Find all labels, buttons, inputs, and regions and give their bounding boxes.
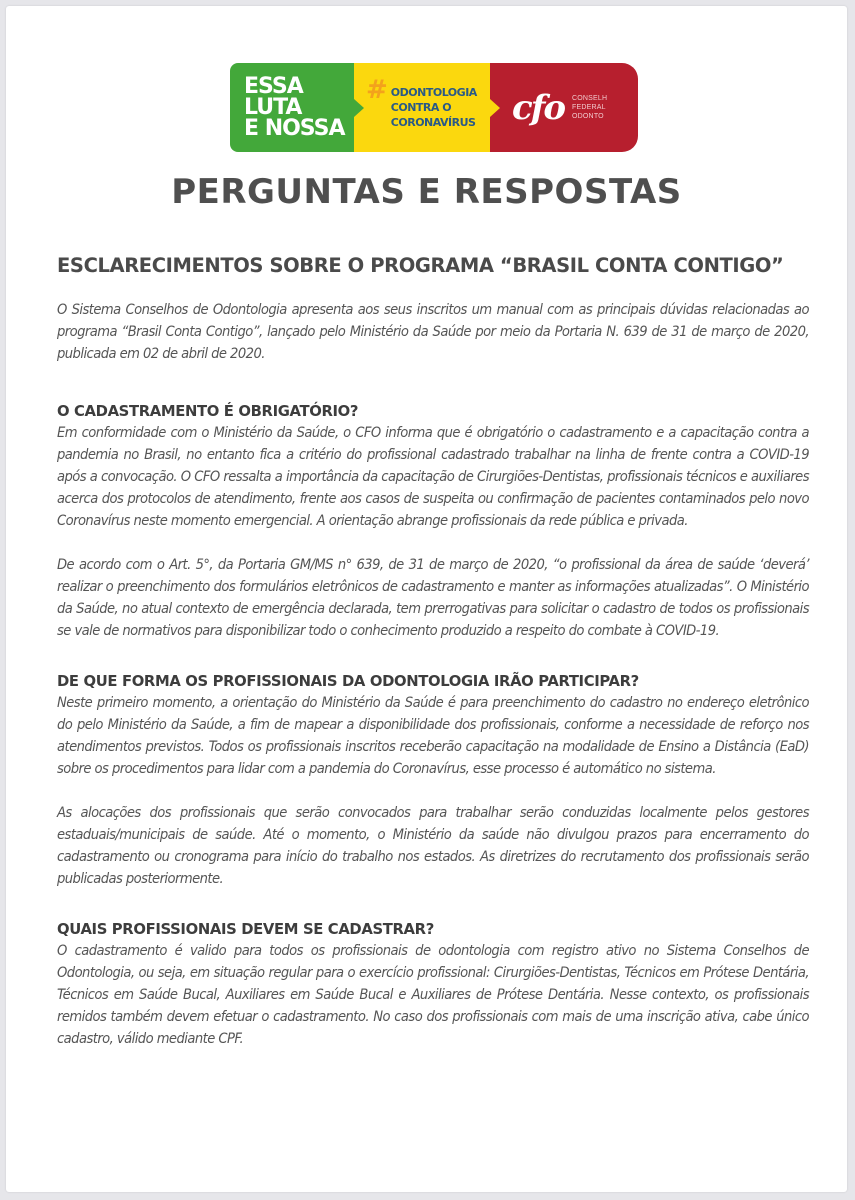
cfo-caption bbox=[572, 94, 607, 121]
page-subtitle: ESCLARECIMENTOS SOBRE O PROGRAMA “BRASIL CONTA CONTIGO” bbox=[57, 254, 784, 277]
hashtag-icon: # bbox=[366, 75, 388, 105]
faq-section-who-registers bbox=[57, 920, 809, 1050]
faq-answer-paragraph: O cadastramento é valido para todos os profissionais de odontologia com registro ativo no Sistema Conselhos de Odontologia, ou seja, em situação regular para o exercício profissional: Cirurgiões-Dentistas, Técnicos em Prótese Dentária, Técnicos em Saúde Bucal, Auxiliares em Saúde Bucal e Auxiliares de Prótese Dentária. Nesse contexto, os profissionais remidos também devem efetuar o cadastramento. No caso dos profissionais com mais de uma inscrição ativa, cabe único cadastro, válido mediante CPF. bbox=[57, 942, 809, 1047]
banner-campaign-line: CORONAVÍRUS bbox=[390, 116, 476, 129]
banner-yellow-block bbox=[354, 63, 490, 152]
paragraph-spacer bbox=[57, 780, 809, 802]
cfo-caption-line: CONSELH bbox=[572, 95, 608, 102]
faq-question: O CADASTRAMENTO É OBRIGATÓRIO? bbox=[57, 403, 359, 420]
faq-question: DE QUE FORMA OS PROFISSIONAIS DA ODONTOLOGIA IRÃO PARTICIPAR? bbox=[57, 673, 639, 690]
banner-slogan-line: LUTA bbox=[244, 95, 302, 120]
faq-question: QUAIS PROFISSIONAIS DEVEM SE CADASTRAR? bbox=[57, 921, 434, 938]
paragraph-spacer bbox=[57, 532, 809, 554]
campaign-banner bbox=[230, 63, 638, 152]
faq-answer-paragraph: As alocações dos profissionais que serão convocados para trabalhar serão conduzidas localmente pelos gestores estaduais/municipais de saúde. Até o momento, o Ministério da saúde não divulgou prazos para encerramento do cadastramento ou cronograma para início do trabalho nos estados. As diretrizes do recrutamento dos profissionais serão publicadas posteriormente. bbox=[57, 804, 809, 887]
banner-slogan-line: E NOSSA bbox=[244, 116, 345, 141]
faq-answer-paragraph: Em conformidade com o Ministério da Saúde, o CFO informa que é obrigatório o cadastramento e a capacitação contra a pandemia no Brasil, no entanto fica a critério do profissional cadastrado trabalhar na linha de frente contra a COVID-19 após a convocação. O CFO ressalta a importância da capacitação de Cirurgiões-Dentistas, profissionais técnicos e auxiliares acerca dos protocolos de atendimento, frente aos casos de suspeita ou confirmação de pacientes contaminados pelo novo Coronavírus neste momento emergencial. A orientação abrange profissionais da rede pública e privada. bbox=[57, 424, 809, 529]
faq-section-participation bbox=[57, 672, 809, 890]
cfo-caption-line: ODONTO bbox=[572, 113, 604, 120]
banner-slogan-line: ESSA bbox=[244, 74, 303, 99]
banner-campaign-line: CONTRA O bbox=[390, 101, 452, 114]
banner-campaign-text bbox=[391, 85, 477, 130]
document-body bbox=[57, 299, 809, 1050]
banner-green-block bbox=[230, 63, 354, 152]
banner-red-block bbox=[490, 63, 638, 152]
page-title: PERGUNTAS E RESPOSTAS bbox=[171, 172, 682, 212]
faq-answer-paragraph: Neste primeiro momento, a orientação do Ministério da Saúde é para preenchimento do cadastro no endereço eletrônico do pelo Ministério da Saúde, a fim de mapear a disponibilidade dos profissionais, conforme a necessidade de reforço nos atendimentos previstos. Todos os profissionais inscritos receberão capacitação na modalidade de Ensino a Distância (EaD) sobre os procedimentos para lidar com a pandemia do Coronavírus, esse processo é automático no sistema. bbox=[57, 694, 809, 777]
document-page bbox=[6, 6, 847, 1192]
cfo-logo: cfo bbox=[512, 87, 565, 128]
intro-paragraph: O Sistema Conselhos de Odontologia apresenta aos seus inscritos um manual com as principais dúvidas relacionadas ao programa “Brasil Conta Contigo”, lançado pelo Ministério da Saúde por meio da Portaria N. 639 de 31 de março de 2020, publicada em 02 de abril de 2020. bbox=[57, 301, 809, 362]
banner-campaign-line: ODONTOLOGIA bbox=[390, 86, 477, 99]
faq-answer-paragraph: De acordo com o Art. 5°, da Portaria GM/MS n° 639, de 31 de março de 2020, “o profissional da área de saúde ‘deverá’ realizar o preenchimento dos formulários eletrônicos de cadastramento e manter as informações atualizadas”. O Ministério da Saúde, no atual contexto de emergência declarada, tem prerrogativas para solicitar o cadastro de todos os profissionais se vale de normativos para disponibilizar todo o conhecimento produzido a respeito do combate à COVID-19. bbox=[57, 556, 809, 639]
cfo-caption-line: FEDERAL bbox=[572, 104, 606, 111]
faq-section-mandatory bbox=[57, 402, 809, 642]
